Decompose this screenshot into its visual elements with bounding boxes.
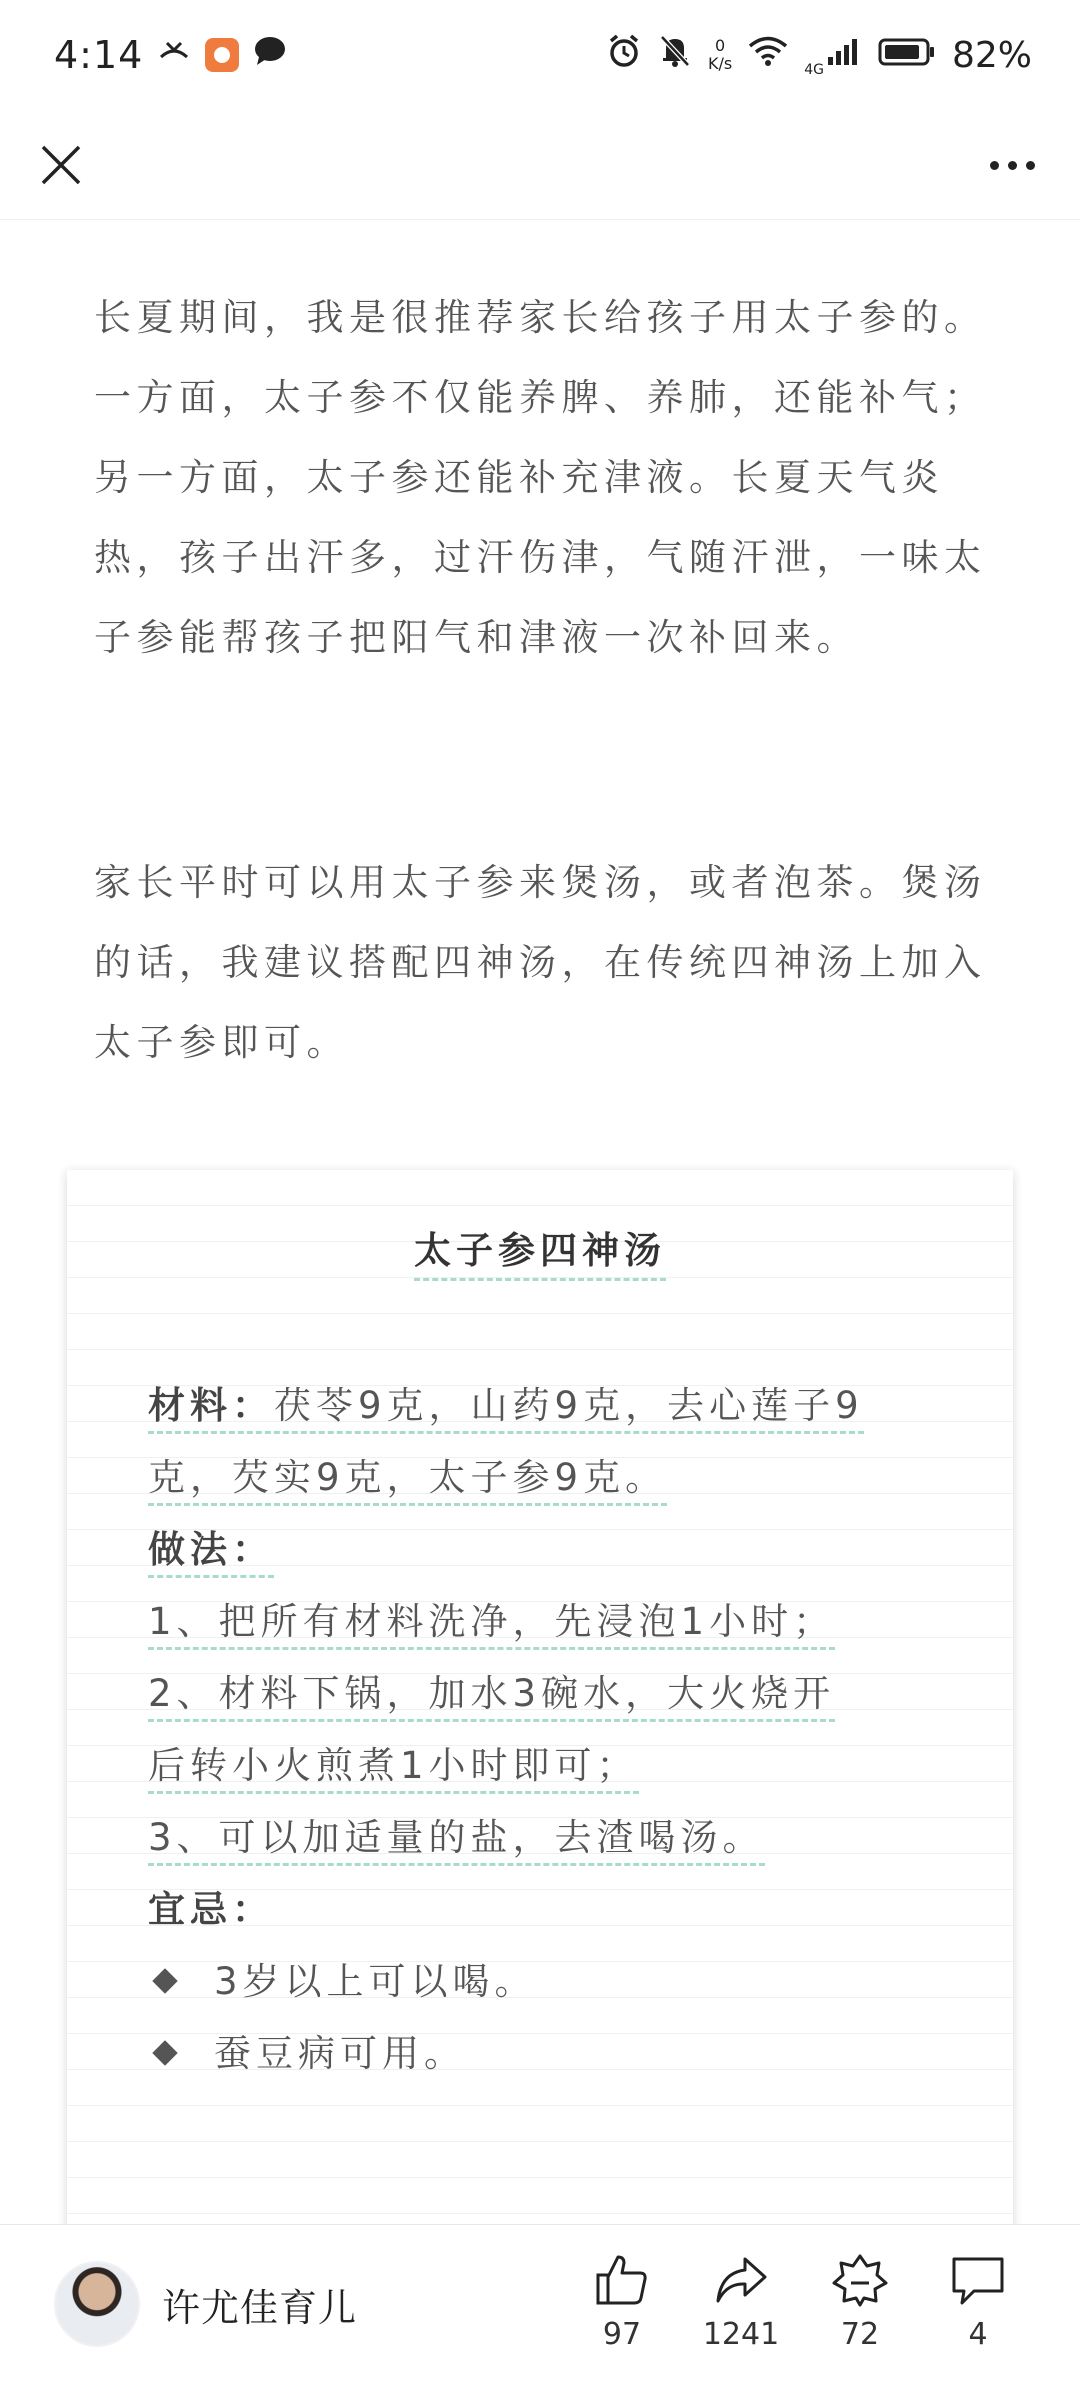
- share-count: 1241: [702, 2317, 780, 2352]
- network-type: 4G: [804, 62, 824, 78]
- signal-icon: [826, 35, 862, 76]
- missed-call-icon: [157, 35, 191, 76]
- materials-text-2: 克，芡实9克，太子参9克。: [148, 1456, 667, 1506]
- star-seal-icon: [832, 2253, 888, 2307]
- step-2-line-2: 后转小火煎煮1小时即可；: [148, 1730, 938, 1802]
- alarm-icon: [606, 33, 642, 78]
- speed-value: 0: [715, 36, 726, 55]
- materials-label: 材料：: [148, 1384, 274, 1427]
- status-bar: [0, 0, 1080, 110]
- author-avatar[interactable]: [54, 2261, 140, 2347]
- comment-button[interactable]: [918, 2253, 1038, 2352]
- top-nav: [0, 110, 1080, 220]
- like-count: 97: [602, 2317, 642, 2352]
- step-1: 1、把所有材料洗净，先浸泡1小时；: [148, 1586, 938, 1658]
- article-paragraph-2: 家长平时可以用太子参来煲汤，或者泡茶。煲汤的话，我建议搭配四神汤，在传统四神汤上加入太子参即可。: [94, 861, 987, 1064]
- comment-icon: [950, 2253, 1006, 2307]
- comment-count: 4: [968, 2317, 988, 2352]
- message-icon: [253, 35, 287, 76]
- app-notification-icon: [205, 38, 239, 72]
- diamond-bullet-icon: [152, 1968, 177, 1993]
- materials-line-2: [148, 1442, 938, 1514]
- materials-text-1: 茯苓9克，山药9克，去心莲子9: [274, 1384, 864, 1427]
- more-icon: [990, 161, 999, 170]
- notes-label: 宜忌：: [148, 1888, 274, 1931]
- mute-icon: [658, 33, 692, 78]
- share-button[interactable]: [681, 2253, 801, 2352]
- step-2-line-1: 2、材料下锅，加水3碗水，大火烧开: [148, 1658, 938, 1730]
- materials-line-1: [148, 1370, 938, 1442]
- status-time: 4:14: [54, 33, 144, 77]
- share-icon: [713, 2253, 769, 2307]
- recipe-title: 太子参四神汤: [67, 1220, 1013, 1274]
- method-label: 做法：: [148, 1528, 274, 1578]
- author-name[interactable]: 许尤佳育儿: [162, 2286, 358, 2330]
- recipe-body: [148, 1370, 938, 2090]
- speed-unit: K/s: [708, 54, 733, 73]
- step-3: 3、可以加适量的盐，去渣喝汤。: [148, 1802, 938, 1874]
- network-speed: [708, 37, 732, 73]
- bottom-action-bar: [0, 2224, 1080, 2382]
- article-paragraph-1: 长夏期间，我是很推荐家长给孩子用太子参的。一方面，太子参不仅能养脾、养肺，还能补气；另一方面，太子参还能补充津液。长夏天气炎热，孩子出汗多，过汗伤津，气随汗泄，一味太子参能帮孩子把阳气和津液一次补回来。: [94, 296, 987, 659]
- favorite-count: 72: [840, 2317, 880, 2352]
- more-button[interactable]: [974, 132, 1050, 198]
- wifi-icon: [748, 35, 788, 76]
- recipe-card: [67, 1170, 1013, 2270]
- battery-icon: [878, 35, 936, 76]
- close-icon: [40, 144, 82, 186]
- favorite-button[interactable]: [800, 2253, 920, 2352]
- note-1: 3岁以上可以喝。: [148, 1946, 938, 2018]
- method-line: [148, 1514, 938, 1586]
- close-button[interactable]: [28, 132, 94, 198]
- battery-level: 82%: [951, 34, 1032, 76]
- notes-line: [148, 1874, 938, 1946]
- note-2: 蚕豆病可用。: [148, 2018, 938, 2090]
- diamond-bullet-icon: [152, 2040, 177, 2065]
- like-button[interactable]: [562, 2253, 682, 2352]
- thumbs-up-icon: [594, 2253, 650, 2307]
